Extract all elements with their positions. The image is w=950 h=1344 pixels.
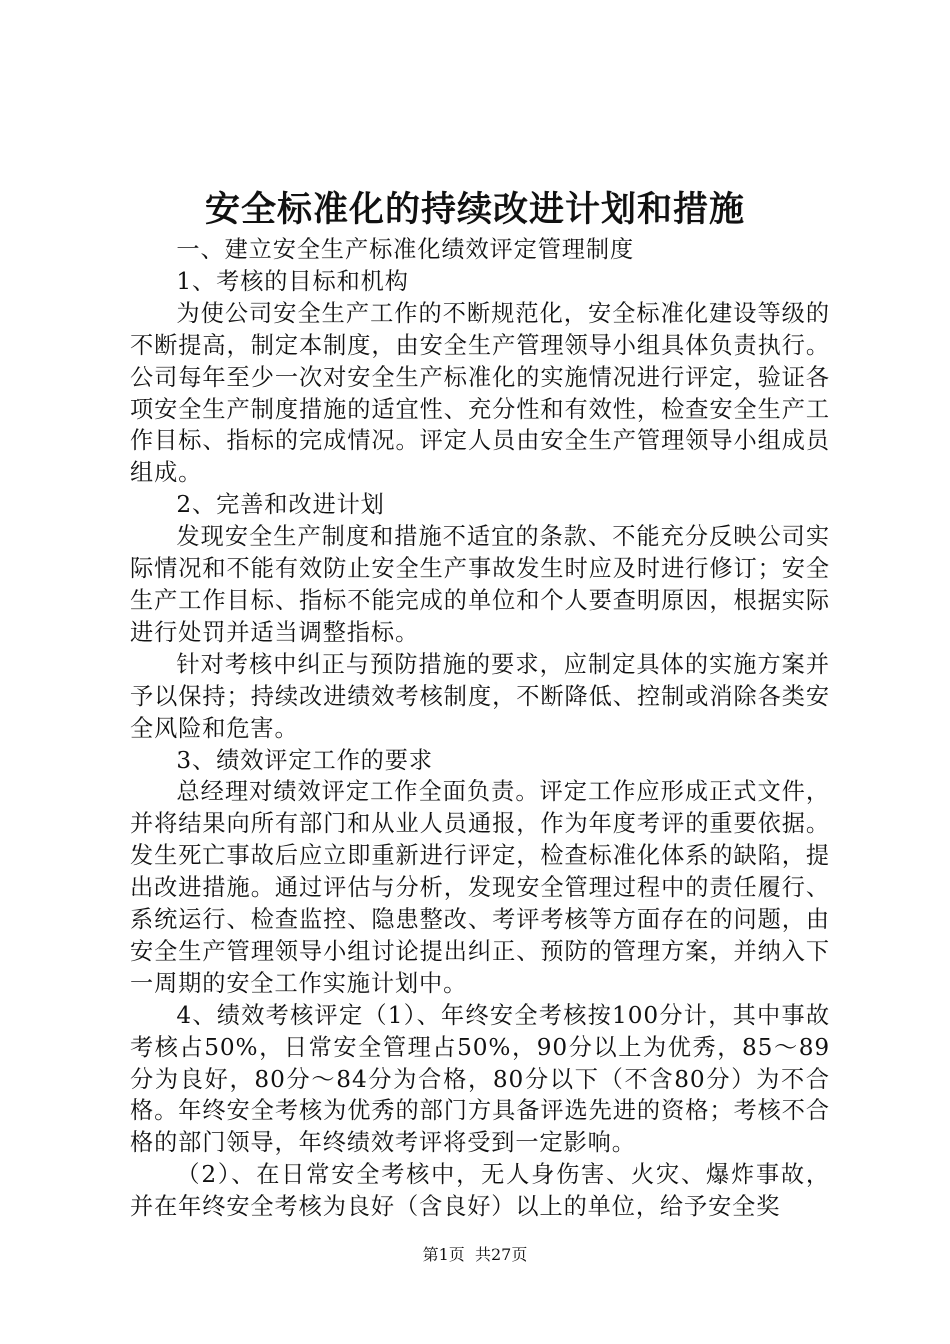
- subsection-heading: 3、绩效评定工作的要求: [176, 746, 433, 774]
- body-paragraph: 针对考核中纠正与预防措施的要求，应制定具体的实施方案并予以保持；持续改进绩效考核制度，不断降低、控制或消除各类安全风险和危害。: [130, 650, 830, 742]
- section-heading: 一、建立安全生产标准化绩效评定管理制度: [176, 236, 635, 263]
- subsection-heading: 2、完善和改进计划: [176, 491, 385, 519]
- total-pages: 共27页: [474, 1245, 528, 1264]
- footer-separator: [465, 1245, 475, 1264]
- body-paragraph: 4、绩效考核评定（1）、年终安全考核按100分计，其中事故考核占50%，日常安全管理占50%，90分以上为优秀，85～89分为良好，80分～84分为合格，80分以下（不含80分）为不合格。年终安全考核为优秀的部门方具备评选先进的资格；考核不合格的部门领导，年终绩效考评将受到一定影响。: [130, 1001, 830, 1157]
- document-body: [130, 234, 830, 1223]
- page-number: 第1页: [422, 1245, 465, 1264]
- body-paragraph: 为使公司安全生产工作的不断规范化，安全标准化建设等级的不断提高，制定本制度，由安全生产管理领导小组具体负责执行。公司每年至少一次对安全生产标准化的实施情况进行评定，验证各项安全生产制度措施的适宜性、充分性和有效性，检查安全生产工作目标、指标的完成情况。评定人员由安全生产管理领导小组成员组成。: [130, 299, 830, 487]
- body-paragraph: 总经理对绩效评定工作全面负责。评定工作应形成正式文件，并将结果向所有部门和从业人员通报，作为年度考评的重要依据。发生死亡事故后应立即重新进行评定，检查标准化体系的缺陷，提出改进措施。通过评估与分析，发现安全管理过程中的责任履行、系统运行、检查监控、隐患整改、考评考核等方面存在的问题，由安全生产管理领导小组讨论提出纠正、预防的管理方案，并纳入下一周期的安全工作实施计划中。: [130, 778, 830, 997]
- body-paragraph: （2）、在日常安全考核中，无人身伤害、火灾、爆炸事故，并在年终安全考核为良好（含良好）以上的单位，给予安全奖: [130, 1161, 830, 1221]
- document-title: 安全标准化的持续改进计划和措施: [204, 190, 745, 230]
- page-footer: [0, 1243, 950, 1267]
- body-paragraph: 发现安全生产制度和措施不适宜的条款、不能充分反映公司实际情况和不能有效防止安全生产事故发生时应及时进行修订；安全生产工作目标、指标不能完成的单位和个人要查明原因，根据实际进行处罚并适当调整指标。: [130, 523, 830, 646]
- subsection-heading: 1、考核的目标和机构: [176, 267, 409, 295]
